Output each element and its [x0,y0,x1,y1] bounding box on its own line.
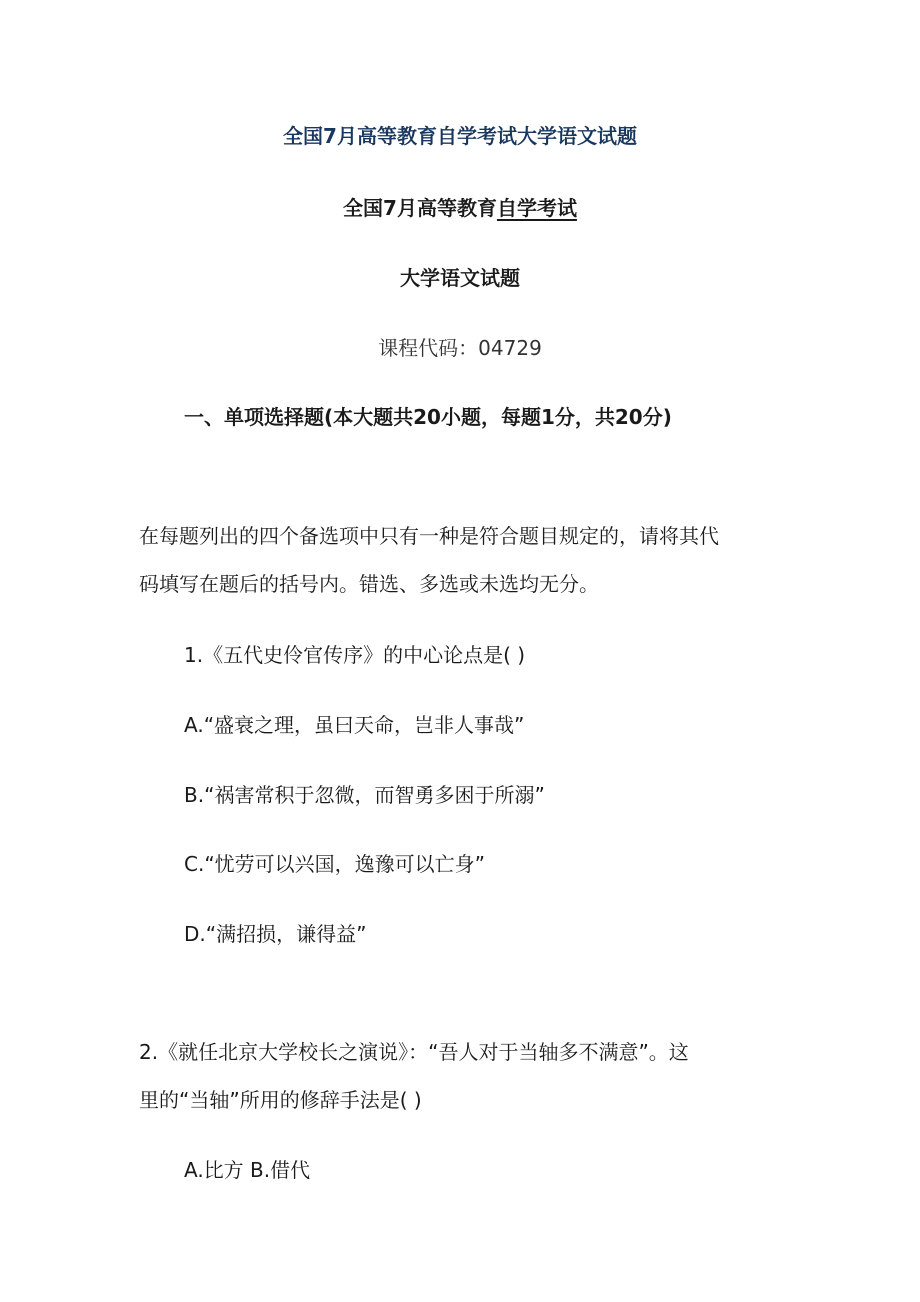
exam-subtitle-prefix: 全国7月高等教育 [343,196,497,220]
exam-subtitle [0,198,920,218]
question-2-options: A.比方 B.借代 [184,1158,311,1182]
instruction-line-1: 在每题列出的四个备选项中只有一种是符合题目规定的，请将其代 [139,524,719,548]
question-1-option-a: A.“盛衰之理，虽曰天命，岂非人事哉” [184,713,525,737]
question-1-stem: 1.《五代史伶官传序》的中心论点是( ) [184,643,526,667]
page-title[interactable]: 全国7月高等教育自学考试大学语文试题 [283,124,637,148]
course-code: 课程代码：04729 [378,336,542,360]
question-2-stem-line-2: 里的“当轴”所用的修辞手法是( ) [139,1088,422,1112]
exam-subject-title: 大学语文试题 [400,266,520,290]
question-2-stem-line-1: 2.《就任北京大学校长之演说》：“吾人对于当轴多不满意”。这 [139,1040,689,1064]
instruction-line-2: 码填写在题后的括号内。错选、多选或未选均无分。 [139,572,599,596]
question-1-option-d: D.“满招损，谦得益” [184,922,367,946]
question-1-option-b: B.“祸害常积于忽微，而智勇多困于所溺” [184,783,545,807]
question-1-option-c: C.“忧劳可以兴国，逸豫可以亡身” [184,852,486,876]
section-heading: 一、单项选择题(本大题共20小题，每题1分，共20分) [184,405,672,429]
exam-subtitle-underlined: 自学考试 [496,196,577,220]
